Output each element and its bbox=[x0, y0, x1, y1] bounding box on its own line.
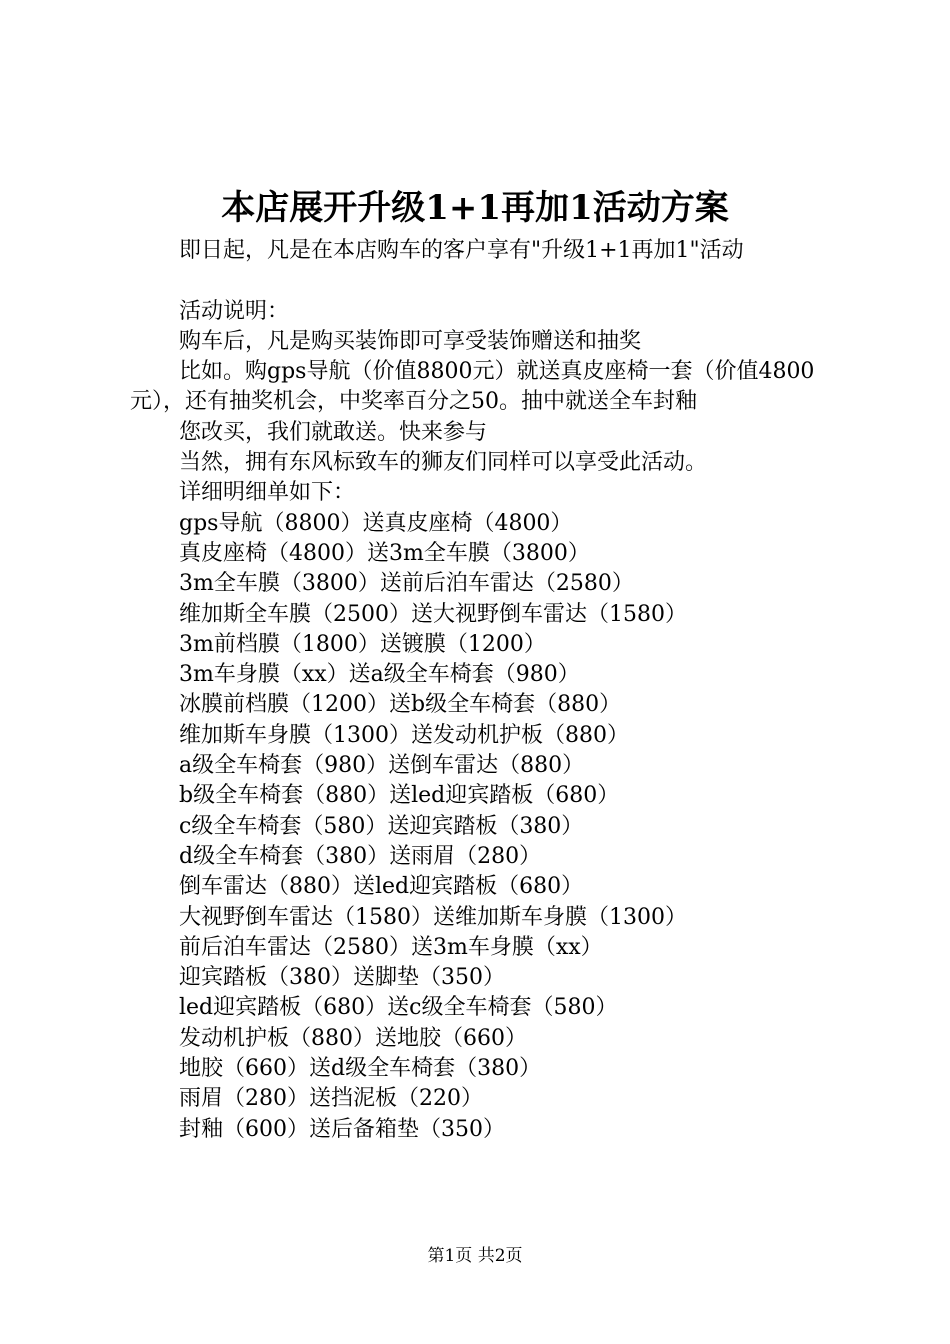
list-item: 真皮座椅（4800）送3m全车膜（3800） bbox=[179, 540, 590, 566]
list-item: b级全车椅套（880）送led迎宾踏板（680） bbox=[179, 783, 620, 809]
paragraph: 您改买，我们就敢送。快来参与 bbox=[179, 419, 488, 445]
list-item: led迎宾踏板（680）送c级全车椅套（580） bbox=[179, 995, 618, 1021]
list-item: d级全车椅套（380）送雨眉（280） bbox=[179, 843, 542, 869]
list-item: gps导航（8800）送真皮座椅（4800） bbox=[179, 510, 573, 536]
blank-line bbox=[130, 266, 835, 296]
paragraph: 比如。购gps导航（价值8800元）就送真皮座椅一套（价值4800元），还有抽奖机会，中奖率百分之50。抽中就送全车封釉 bbox=[130, 359, 815, 415]
paragraph: 详细明细单如下： bbox=[179, 480, 356, 506]
document-title: 本店展开升级1+1再加1活动方案 bbox=[221, 188, 729, 228]
paragraph: 活动说明： bbox=[179, 298, 290, 324]
list-item: 维加斯车身膜（1300）送发动机护板（880） bbox=[179, 722, 629, 748]
list-item: 冰膜前档膜（1200）送b级全车椅套（880） bbox=[179, 692, 622, 718]
detail-list bbox=[130, 509, 835, 1145]
list-item: 封釉（600）送后备箱垫（350） bbox=[179, 1116, 505, 1142]
list-item: 前后泊车雷达（2580）送3m车身膜（xx） bbox=[179, 934, 603, 960]
list-item: 3m前档膜（1800）送镀膜（1200） bbox=[179, 631, 546, 657]
list-item: 地胶（660）送d级全车椅套（380） bbox=[179, 1056, 542, 1082]
list-item: a级全车椅套（980）送倒车雷达（880） bbox=[179, 753, 585, 779]
list-item: 雨眉（280）送挡泥板（220） bbox=[179, 1086, 483, 1112]
paragraph: 当然，拥有东风标致车的狮友们同样可以享受此活动。 bbox=[179, 450, 708, 476]
intro-paragraph: 即日起，凡是在本店购车的客户享有"升级1+1再加1"活动 bbox=[179, 238, 744, 263]
paragraph: 购车后，凡是购买装饰即可享受装饰赠送和抽奖 bbox=[179, 328, 642, 354]
list-item: 倒车雷达（880）送led迎宾踏板（680） bbox=[179, 874, 584, 900]
document-body bbox=[130, 236, 835, 1145]
list-item: 维加斯全车膜（2500）送大视野倒车雷达（1580） bbox=[179, 601, 687, 627]
list-item: 3m全车膜（3800）送前后泊车雷达（2580） bbox=[179, 571, 634, 597]
list-item: c级全车椅套（580）送迎宾踏板（380） bbox=[179, 813, 584, 839]
list-item: 大视野倒车雷达（1580）送维加斯车身膜（1300） bbox=[179, 904, 687, 930]
list-item: 发动机护板（880）送地胶（660） bbox=[179, 1025, 527, 1051]
list-item: 迎宾踏板（380）送脚垫（350） bbox=[179, 965, 505, 991]
list-item: 3m车身膜（xx）送a级全车椅套（980） bbox=[179, 662, 580, 688]
page-footer: 第1页 共2页 bbox=[427, 1246, 523, 1266]
